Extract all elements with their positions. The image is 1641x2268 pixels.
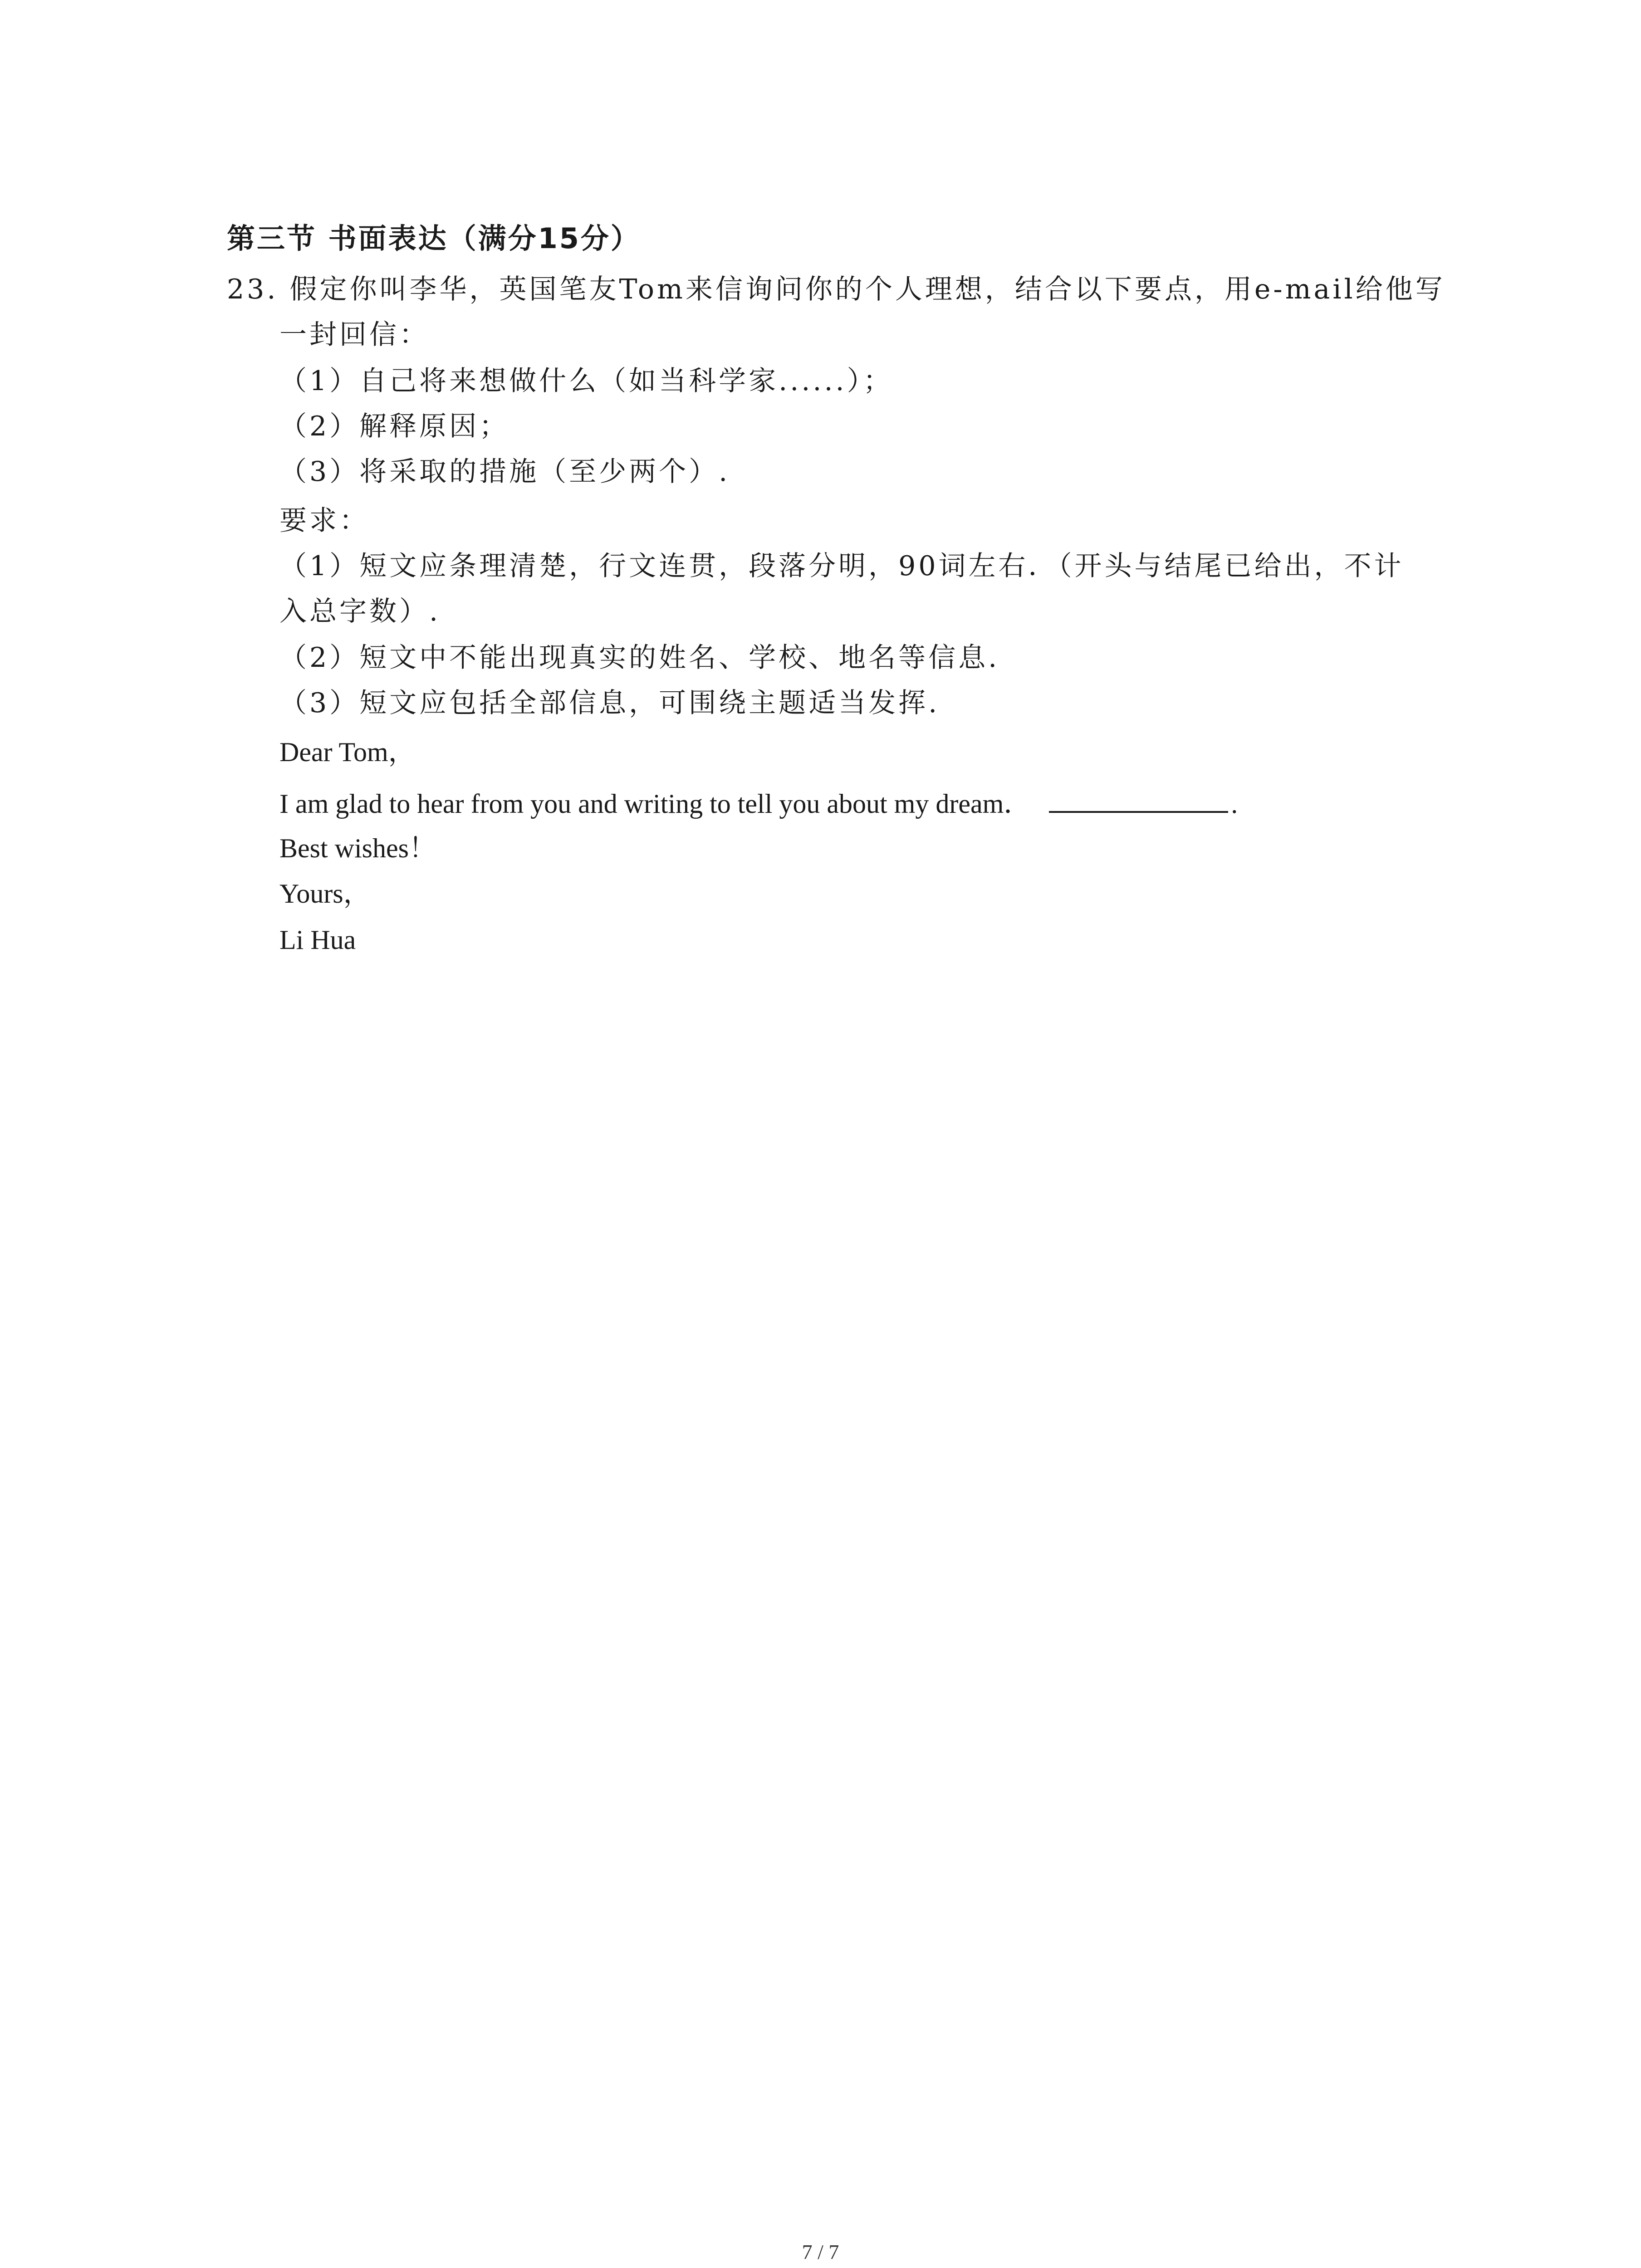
answer-blank[interactable]	[1049, 784, 1228, 813]
letter-closing: Best wishes！	[279, 833, 436, 863]
requirement-3: （3）短文应包括全部信息，可围绕主题适当发挥.	[279, 687, 940, 719]
letter-body-end: .	[1231, 789, 1238, 819]
requirement-1: （1）短文应条理清楚，行文连贯，段落分明，90词左右．（开头与结尾已给出，不计	[279, 550, 1404, 582]
letter-signature-name: Li Hua	[279, 925, 356, 955]
letter-greeting: Dear Tom，	[279, 737, 416, 767]
requirement-1-continued: 入总字数）.	[279, 596, 441, 627]
letter-body-line	[279, 784, 1238, 822]
letter-body-text: I am glad to hear from you and writing to tell you about my dream．	[279, 789, 1031, 819]
point-2: （2）解释原因；	[279, 411, 509, 442]
requirement-2: （2）短文中不能出现真实的姓名、学校、地名等信息.	[279, 642, 1000, 674]
question-line-2: 一封回信：	[279, 319, 429, 351]
section-title: 第三节 书面表达（满分15分）	[227, 222, 641, 255]
point-3: （3）将采取的措施（至少两个）.	[279, 456, 730, 488]
page-number: 7 / 7	[802, 2240, 839, 2263]
requirements-label: 要求：	[279, 505, 369, 537]
point-1: （1）自己将来想做什么（如当科学家......）；	[279, 365, 893, 397]
letter-sign-off: Yours，	[279, 879, 371, 909]
question-line-1: 23. 假定你叫李华，英国笔友Tom来信询问你的个人理想，结合以下要点，用e-mail给他写	[227, 274, 1445, 305]
